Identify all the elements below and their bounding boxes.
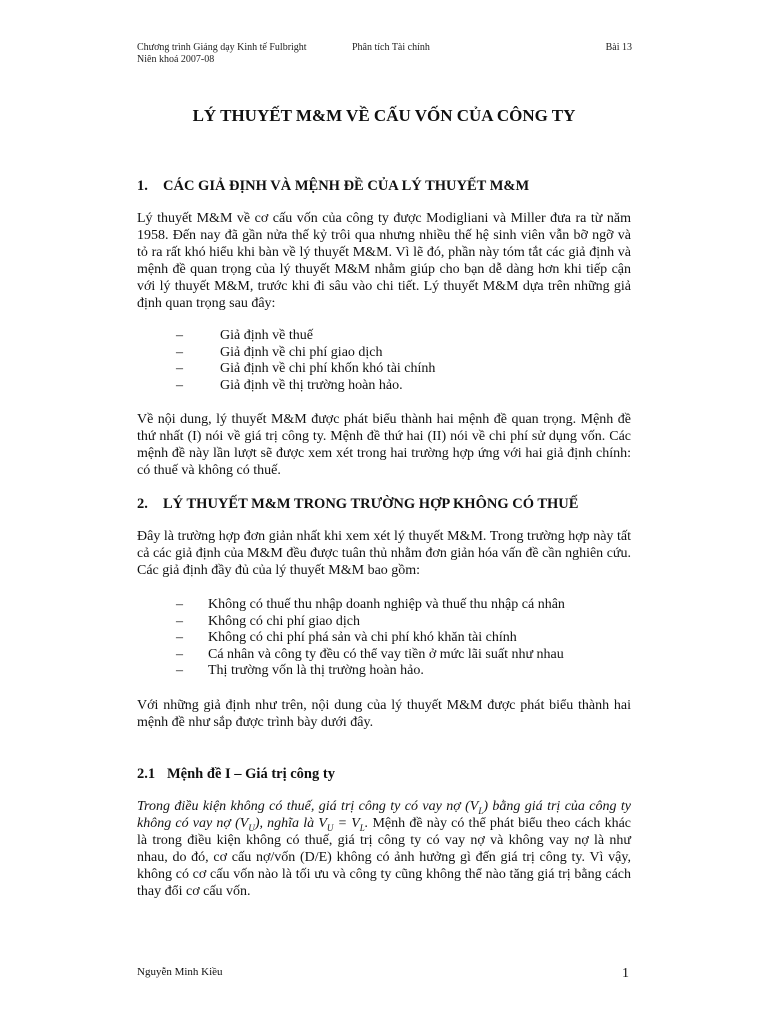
list-item-text: Không có chi phí giao dịch <box>208 613 361 629</box>
header-year: Niên khoá 2007-08 <box>137 54 215 65</box>
list-dash: – <box>176 630 183 645</box>
list-dash: – <box>176 328 183 343</box>
section-2-1-title: Mệnh đề I – Giá trị công ty <box>167 766 335 782</box>
proposition-explanation: Mệnh đề này có thể phát biểu theo cách khác là trong điều kiện không có thuế, giá trị công ty có vay nợ và không vay nợ là như nhau, do đó, cơ cấu nợ/vốn (D/E) không có ảnh hưởng gì đến giá trị công ty. Vì vậy, không có cơ cấu vốn nào là tối ưu và công ty cũng không thể nào tăng giá trị bằng cách thay đổi cơ cấu vốn. <box>137 816 632 899</box>
list-item-text: Không có thuế thu nhập doanh nghiệp và thuế thu nhập cá nhân <box>208 597 565 612</box>
section-2-paragraph-1: Đây là trường hợp đơn giản nhất khi xem xét lý thuyết M&M. Trong trường hợp này tất cả các giả định của M&M đều được tuân thủ nhằm đơn giản hóa vấn đề cần nghiên cứu. Các giả định đầy đủ của lý thuyết M&M bao gồm: <box>137 529 631 578</box>
section-2-heading <box>137 496 578 513</box>
list-dash: – <box>176 613 183 629</box>
section-2-list <box>176 597 565 680</box>
section-2-1-number: 2.1 <box>137 766 156 782</box>
list-dash: – <box>176 377 183 393</box>
subscript-l: L <box>478 805 484 816</box>
section-1-paragraph-1: Lý thuyết M&M về cơ cấu vốn của công ty được Modigliani và Miller đưa ra từ năm 1958. Đến nay đã gần nửa thế kỷ trôi qua nhưng nhiều thế hệ sinh viên vẫn bỡ ngỡ và tỏ ra rất khó hiểu khi bàn về lý thuyết M&M. Vì lẽ đó, phần này tóm tắt các giả định và mệnh đề quan trọng của lý thuyết M&M nhằm giúp cho bạn dễ dàng hơn khi tiếp cận với lý thuyết M&M, trước khi đi sâu vào chi tiết. Lý thuyết M&M dựa trên những giả định quan trọng sau đây: <box>137 211 631 311</box>
proposition-text-4: = V <box>333 816 360 831</box>
document-title: LÝ THUYẾT M&M VỀ CẤU VỐN CỦA CÔNG TY <box>192 106 576 125</box>
list-item <box>176 663 565 680</box>
list-item-text: Thị trường vốn là thị trường hoàn hảo. <box>208 663 424 678</box>
list-item <box>176 614 565 631</box>
header-lesson: Bài 13 <box>605 42 632 53</box>
subscript-u: U <box>248 822 255 833</box>
section-2-1-heading <box>137 766 335 783</box>
list-item-text: Cá nhân và công ty đều có thể vay tiền ở mức lãi suất như nhau <box>208 646 564 662</box>
list-item-text: Giả định về thị trường hoàn hảo. <box>220 377 403 393</box>
proposition-text-1: Trong điều kiện không có thuế, giá trị công ty có vay nợ (V <box>137 799 479 814</box>
equation-subscript-l: L <box>359 822 365 833</box>
list-item <box>176 630 565 647</box>
list-item <box>176 597 565 614</box>
section-1-title: CÁC GIẢ ĐỊNH VÀ MỆNH ĐỀ CỦA LÝ THUYẾT M&M <box>163 178 530 194</box>
list-item-text: Giả định về thuế <box>220 328 313 343</box>
list-item <box>176 647 565 664</box>
list-item <box>176 328 435 345</box>
list-dash: – <box>176 663 183 678</box>
header-subject: Phân tích Tài chính <box>352 42 430 53</box>
list-item <box>176 378 435 395</box>
section-1-number: 1. <box>137 178 148 194</box>
equation-subscript-u: U <box>326 822 334 833</box>
proposition-text-2: ) bằng giá trị của công ty không có vay nợ (V <box>137 799 632 831</box>
list-item-text: Giả định về chi phí khốn khó tài chính <box>220 361 436 376</box>
list-dash: – <box>176 646 183 662</box>
footer-author: Nguyễn Minh Kiều <box>137 966 223 978</box>
section-2-1-paragraph <box>137 798 631 900</box>
proposition-text-3: ), nghĩa là V <box>254 816 327 831</box>
footer-page-number: 1 <box>622 966 629 981</box>
list-item <box>176 345 435 362</box>
list-dash: – <box>176 597 183 612</box>
list-dash: – <box>176 361 183 376</box>
list-item-text: Không có chi phí phá sản và chi phí khó khăn tài chính <box>208 630 517 645</box>
list-item-text: Giả định về chi phí giao dịch <box>220 344 383 360</box>
section-1-list <box>176 328 435 394</box>
header-program: Chương trình Giảng dạy Kinh tế Fulbright <box>137 42 307 53</box>
list-item <box>176 361 435 378</box>
section-2-title: LÝ THUYẾT M&M TRONG TRƯỜNG HỢP KHÔNG CÓ THUẾ <box>163 496 579 512</box>
list-dash: – <box>176 344 183 360</box>
section-2-paragraph-2: Với những giả định như trên, nội dung của lý thuyết M&M được phát biểu thành hai mệnh đề như sắp được trình bày dưới đây. <box>137 698 631 730</box>
section-2-number: 2. <box>137 496 148 512</box>
proposition-text-5: . <box>364 816 369 831</box>
section-1-heading <box>137 178 529 195</box>
header-program-block <box>137 42 307 66</box>
section-1-paragraph-2: Về nội dung, lý thuyết M&M được phát biểu thành hai mệnh đề quan trọng. Mệnh đề thứ nhất (I) nói về giá trị công ty. Mệnh đề thứ hai (II) nói về chi phí sử dụng vốn. Các mệnh đề này lần lượt sẽ được xem xét trong hai trường hợp ứng với hai giả định chính: có thuế và không có thuế. <box>137 412 631 478</box>
